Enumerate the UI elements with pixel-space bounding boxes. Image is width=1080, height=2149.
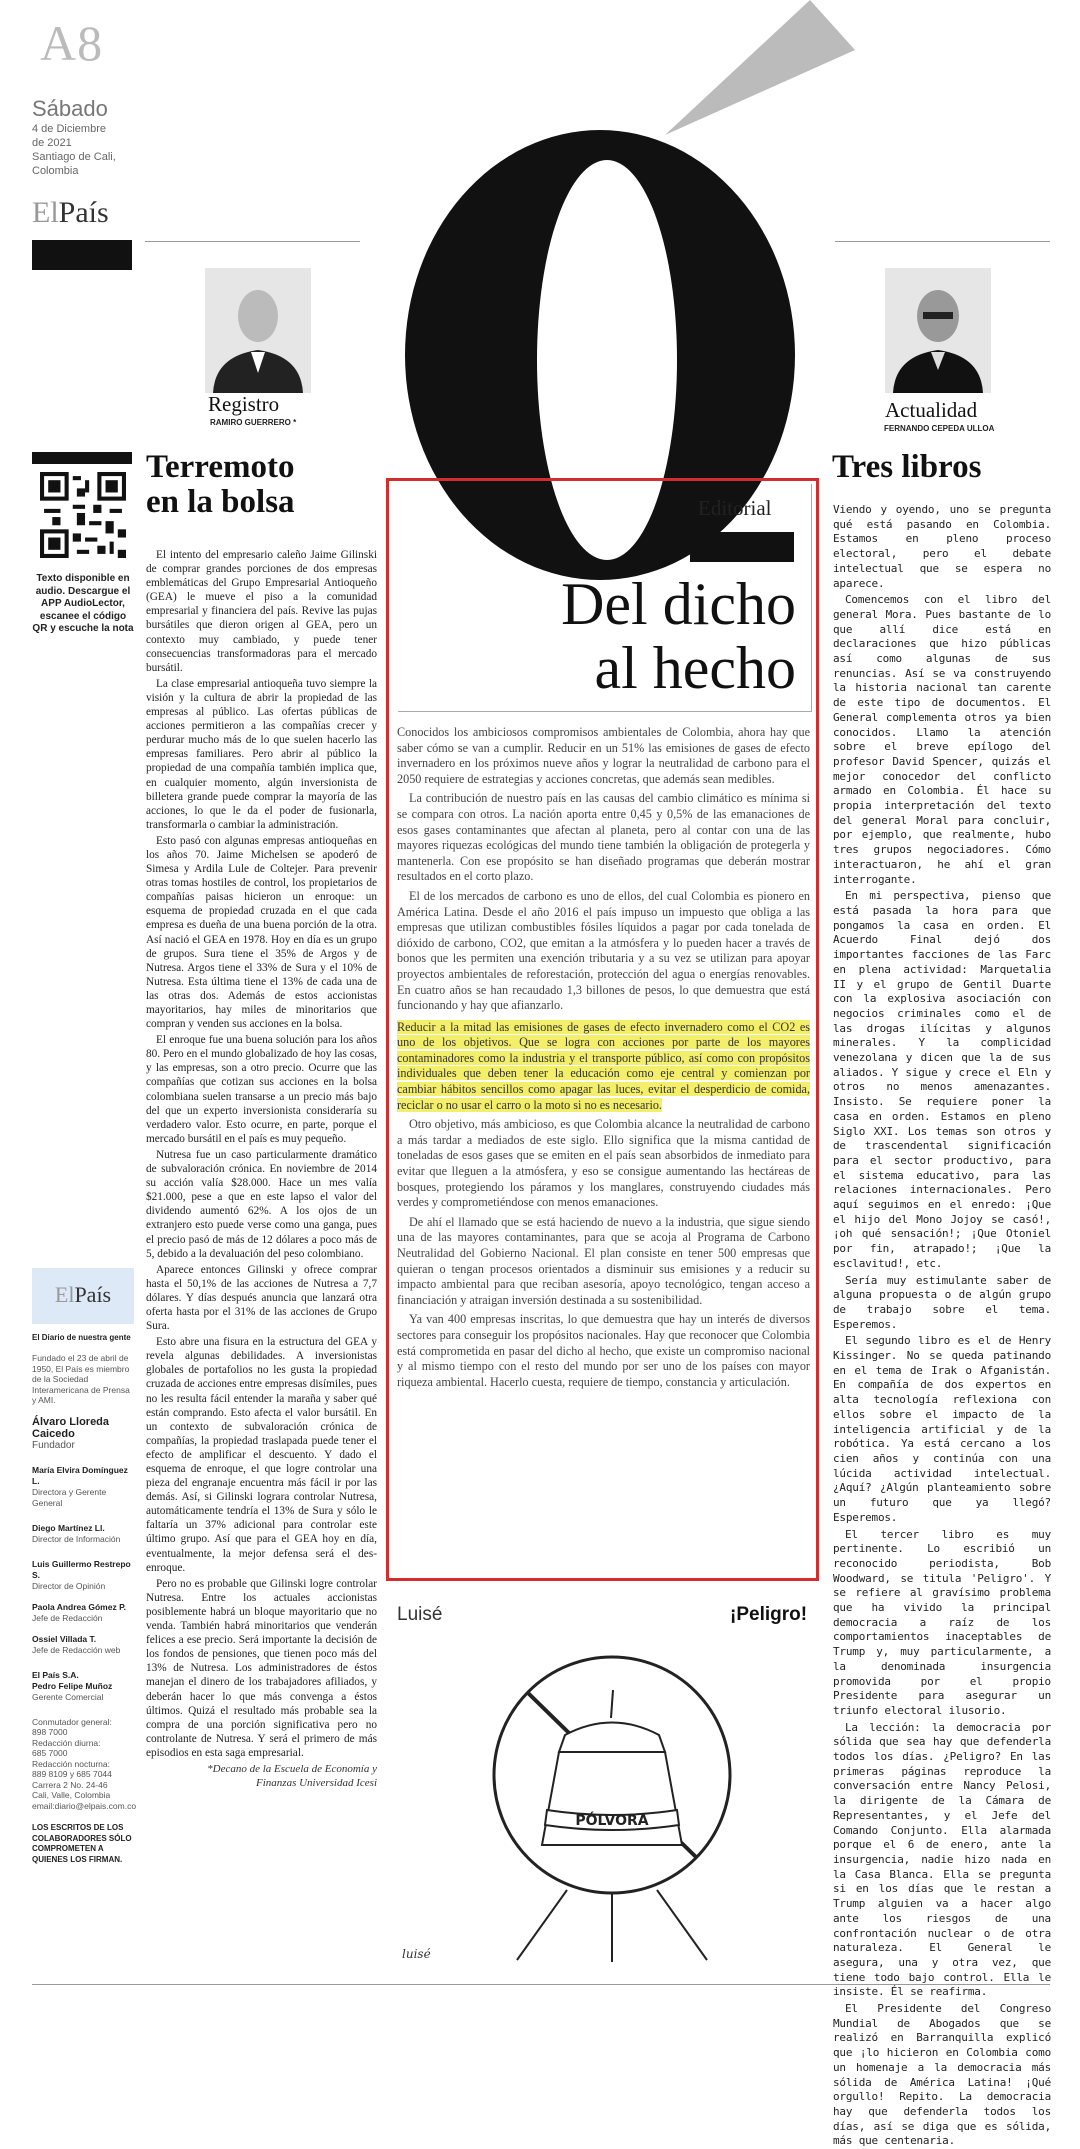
staff-role: Director de Información (32, 1533, 121, 1544)
author-note: *Decano de la Escuela de Economía y Finanzas Universidad Icesi (207, 1762, 377, 1789)
article-title-right: Tres libros (832, 449, 982, 485)
masthead-sidebar (32, 1268, 137, 1865)
paragraph: El enroque fue una buena solución para los años 80. Pero en el mundo globalizado de hoy las cosas, y las empresas, son a otro precio. Ocurre que las compañías que cotizan sus acciones en la bolsa colombiana suelen transarse a un precio más bajo del que un experto inversionista consideraría su verdadero valor. Esto ocurre, en parte, porque el mercado bursátil en el país es muy pequeño. (146, 1034, 377, 1145)
place-line: Santiago de Cali, (32, 151, 116, 163)
founder-name: Álvaro Lloreda Caicedo (32, 1415, 110, 1440)
staff-name: Paola Andrea Gómez P. (32, 1601, 127, 1612)
section-letter-o (355, 0, 875, 560)
paragraph: Aparece entonces Gilinski y ofrece comprar hasta el 50,1% de las acciones de Nutresa a 7,7 dólares. Y días después anuncia que lanzará otra oferta hasta por el 31% de las acciones de Grupo Sura. (146, 1263, 377, 1333)
paragraph: Esto pasó con algunas empresas antioqueñas en los años 70. Jaime Michelsen se apoderó de Simesa y Ardila Lule de Coltejer. Para prevenir otras tomas hostiles de control, los propietarios de compañías paisas hicieron un enroque: un esquema de propiedad cruzada en el que cada empresa es dueña de una buena porción de la otra. Así nació el GEA en 1978. Hoy en día es un grupo de grupos. Sura tiene el 35% de Argos y de Nutresa. Argos tiene el 33% de Sura y el 10% de Nutresa. Esta última tiene el 13% de cada una de las otras dos. Además de estos accionistas mayoritarios, hay miles de minoritarios que compran y venden sus acciones en la bolsa. (146, 834, 377, 1031)
accent-mark (665, 0, 855, 135)
cartoon-signature: luisé (402, 1947, 431, 1961)
qr-caption: Texto disponible en audio. Descargue el APP AudioLector, escanee el código QR y escuche la nota (32, 573, 134, 635)
date-block (32, 96, 142, 178)
contact-line: 889 8109 y 685 7044 (32, 1769, 112, 1779)
page-number: A8 (40, 15, 104, 71)
paragraph: En mi perspectiva, pienso que está pasada la hora para que pongamos la casa en orden. El Acuerdo Final dejó dos importantes facciones de las Farc en plena actividad: Marquetalia II y el grupo de Gentil Duarte con la explosiva asociación con negocios criminales como el de las drogas ilícitas y algunos minerales. Y la complicidad venezolana y dicen que la de sus aliados. Y sigue y crece el Eln y otros no menos amenazantes. Insisto. Se requiere poner la casa en orden. Estamos en pleno Siglo XXI. Los temas son otros y de trascendental significación para el sector productivo, para el sistema educativo, para las relaciones internacionales. Pero aquí seguimos en el enredo: ¡Que el hijo del Mono Jojoy se casó!, ¡oh qué sensación!; ¡Que Otoniel por fin, atrapado!; ¡Que la esclavitud!, etc. (833, 889, 1051, 1270)
place-line: Colombia (32, 165, 79, 177)
staff-role: Jefe de Redacción web (32, 1644, 121, 1655)
contact-line: Conmutador general: (32, 1716, 112, 1727)
qr-code[interactable] (40, 472, 126, 558)
paragraph: Ya van 400 empresas inscritas, lo que demuestra que hay un interés de diversos sectores para conseguir los propósitos nacionales. Hay que reconocer que Colombia está comprometida en pasar del dicho al hecho, que existe un compromiso nacional y al mismo tiempo con el resto del mundo por ser uno de los países con mayor riqueza ambiental. Hacerlo cuesta, requiere de tiempo, constancia y articulación. (397, 1312, 810, 1389)
staff-name: Luis Guillermo Restrepo S. (32, 1558, 131, 1580)
sidebar-logo-box (32, 1268, 134, 1324)
columnist-photo-right (885, 268, 991, 393)
paragraph: El Presidente del Congreso Mundial de Abogados que se realizó en Barranquilla explicó que ¡lo hicieron en Colombia como un homenaje a la democracia más sólida de América Latina! ¡Qué orgullo! Repito. La democracia hay que defenderla todos los días, así se diga que es sólida, más que centenaria. (833, 2002, 1051, 2148)
columnist-name-left: RAMIRO GUERRERO * (210, 418, 297, 427)
contact-email[interactable]: email:diario@elpais.com.co (32, 1800, 137, 1811)
highlighted-paragraph: Reducir a la mitad las emisiones de gases de efecto invernadero como el CO2 es uno de los objetivos. Que se logra con acciones por parte de los mayores contaminadores como la industria y el transporte público, así como con propósitos individuales que deben tener la educación como eje central y comienzan por cambiar hábitos sencillos como apagar las luces, evitar el desperdicio de comida, reciclar o no usar el carro o la moto si no es necesario. (397, 1019, 810, 1112)
paragraph: Viendo y oyendo, uno se pregunta qué está pasando en Colombia. Estamos en pleno proceso electoral, pero el debate intelectual que se espera no aparece. (833, 503, 1051, 590)
editorial-black-bar (690, 532, 794, 562)
paragraph: La lección: la democracia por sólida que sea hay que defenderla todos los días. ¿Peligro? En las primeras páginas reproduce la conversación entre Nancy Pelosi, la dirigente de la Cámara de Representantes, y el Jefe del Comando Conjunto. Ella alarmada porque el 6 de enero, ante la insurgencia, nadie hizo nada en la Casa Blanca. Ella se pregunta si en los días que le restan a Trump alguien va a hacer algo ante los riesgos de una confrontación nuclear o de otra naturaleza. El General le asegura, una y otra vez, que tiene todo bajo control. Ella le insiste. Él se reafirma. (833, 1720, 1051, 1999)
contact-line: Redacción diurna: (32, 1737, 101, 1748)
article-body-left (146, 548, 377, 1790)
date-line: de 2021 (32, 137, 72, 149)
el-pais-logo: ElPaís (32, 196, 109, 229)
column-name-right: Actualidad (885, 398, 978, 422)
company-name: El País S.A. (32, 1669, 79, 1680)
columnist-name-right: FERNANDO CEPEDA ULLOA (884, 424, 995, 433)
qr-top-bar (32, 452, 132, 464)
cartoon-image (397, 1640, 817, 1970)
columnist-photo-left (205, 268, 311, 393)
article-title-left: Terremoto en la bolsa (146, 449, 295, 520)
contact-line: 898 7000 (32, 1727, 68, 1737)
paragraph: La contribución de nuestro país en las causas del cambio climático es mínima si se compara con otros. La nación aporta entre 0,45 y 0,5% de las emanaciones de esos gases contaminantes que afectan al planeta, pero al contar con una de las mayores riquezas ecológicas del mundo tiene también la obligación de protegerla y mantenerla. Con ese propósito se han diseñado programas que deberán mostrar resultados en el corto plazo. (397, 791, 810, 884)
staff-role: Director de Opinión (32, 1580, 106, 1591)
paragraph: Sería muy estimulante saber de alguna propuesta o de algún grupo de trabajo sobre el tema. Esperemos. (833, 1273, 1051, 1331)
masthead-black-bar (32, 240, 132, 270)
editorial-title: Del dicho al hecho (561, 571, 796, 701)
paragraph: Pero no es probable que Gilinski logre controlar Nutresa. Entre los actuales accionistas posiblemente habrá un bloque mayoritario que no venda. También habrá minoritarios que venderán felices a ese precio. Será importante la decisión de los fondos de pensiones, que tienen poco más del 13% de Nutresa. Los administradores de éstos manejan el dinero de los trabajadores afiliados, y deberán hacer lo que más convenga a éstos últimos. Quizá el resultado más probable sea la compra de una porción significativa pero no controlante de Nutresa. Y será el primero de más episodios en esta saga empresarial. (146, 1577, 377, 1759)
contact-line: Carrera 2 No. 24-46 (32, 1779, 108, 1790)
sidebar-logo: ElPaís (54, 1282, 112, 1307)
column-name-left: Registro (208, 392, 280, 416)
paragraph: Otro objetivo, más ambicioso, es que Colombia alcance la neutralidad de carbono a más tardar a mediados de este siglo. Ello significa que la misma cantidad de toneladas de esos gases que se emiten en el país sean absorbidos de inmediato para evitar que lleguen a la atmósfera, y eso se consigue aumentando las hectáreas de bosques, protegiendo los páramos y los manglares, construyendo ciudades más verdes y comprometiéndose con menos emanaciones. (397, 1117, 810, 1210)
editorial-body (397, 725, 810, 1390)
manager-name: Pedro Felipe Muñoz (32, 1680, 113, 1691)
paragraph: El intento del empresario caleño Jaime Gilinski de comprar grandes porciones de dos empresas emblemáticas del Grupo Empresarial Antioqueño (GEA) le mueve el piso a la comunidad empresarial y financiera del país. Revive las pujas bursátiles que dieron origen al GEA, pero un contexto muy cambiado, y puede tener consecuencias transformadoras para el mercado bursátil. (146, 549, 377, 674)
article-body-right (833, 503, 1051, 2149)
weekday: Sábado (32, 96, 108, 121)
staff-name: Diego Martínez Ll. (32, 1522, 105, 1533)
staff-role: Directora y Gerente General (32, 1486, 107, 1508)
tagline: El Diario de nuestra gente (32, 1333, 131, 1342)
cartoon-title: ¡Peligro! (730, 1604, 808, 1625)
paragraph: Comencemos con el libro del general Mora. Pues bastante de lo que allí dice está en declaraciones que hizo públicas así como algunas de sus renuncias. Así se va construyendo la historia nacional tan carente de este tipo de documentos. El General complementa otros ya bien conocidos. Llamo la atención sobre el breve epílogo del profesor David Spencer, quizás el mejor conocedor del conflicto armado en Colombia. Él hace su propia interpretación del texto del general Moral para concluir, por ejemplo, que realmente, hubo tres grupos negociadores. Cómo interactuaron, he ahí el gran interrogante. (833, 593, 1051, 886)
staff-role: Jefe de Redacción (32, 1612, 103, 1623)
contact-line: Cali, Valle, Colombia (32, 1790, 111, 1800)
paragraph: El tercer libro es muy pertinente. Lo escribió un reconocido periodista, Bob Woodward, se titula 'Peligro'. Y se refiere al gravísimo problema que ha vivido la principal democracia a raíz de los comportamientos inaceptables de Trump y, muy particularmente, a la denominada insurgencia promovida por el propio Presidente para asegurar un triunfo electoral ilusorio. (833, 1527, 1051, 1717)
contact-line: 685 7000 (32, 1748, 68, 1758)
date-line: 4 de Diciembre (32, 123, 106, 135)
paragraph: El de los mercados de carbono es uno de ellos, del cual Colombia es pionero en América Latina. Desde el año 2016 el país impuso un impuesto que obliga a las empresas que utilizan combustibles fósiles líquidos a pagar por cada tonelada de dióxido de carbono, CO2, que emitan a la atmósfera y lo pueden hacer a través de bonos que les permiten una exención tributaria y a su vez se utilizan para apoyar proyectos ambientales de reforestación, protección del agua o energías renovables. En cuatro años se han recaudado 1,3 billones de pesos, lo que demuestra que está funcionando y hay que afianzarlo. (397, 888, 810, 1013)
staff-name: María Elvira Domínguez L. (32, 1464, 128, 1486)
founded-note: Fundado el 23 de abril de 1950, El País es miembro de la Sociedad Interamericana de Prensa y AMI. (32, 1353, 130, 1405)
founder-role: Fundador (32, 1439, 75, 1451)
disclaimer: LOS ESCRITOS DE LOS COLABORADORES SÓLO COMPROMETEN A QUIENES LOS FIRMAN. (32, 1823, 132, 1864)
paragraph: Esto abre una fisura en la estructura del GEA y revela algunas debilidades. A inversionistas globales de portafolios no les gusta la propiedad cruzada de acciones entre empresas disímiles, pues no les resulta fácil entender la maraña y saber qué están comprando. Esto afecta el valor bursátil. En un contexto de subvaloración crónica de compañías, la propiedad traslapada puede tener el efecto de amplificar el descuento. Y dado el esquema de enroque, el que logre controlar una pieza del engranaje encuentra más fácil ir por las demás. Así, si Gilinski lograra controlar Nutresa, automáticamente tendría el 13% de Sura y sólo le faltaría un 37% adicional para controlar este último grupo. Así que para el GEA hoy en día, eventualmente, la mejor defensa será el des-enroque. (146, 1336, 377, 1574)
contact-list (32, 1716, 137, 1812)
divider (145, 241, 360, 242)
paragraph: Conocidos los ambiciosos compromisos ambientales de Colombia, ahora hay que saber cómo se van a cumplir. Reducir en un 51% las emisiones de gases de efecto invernadero en los próximos nueve años y lograr la neutralidad de carbono para el 2050 requiere de estrategias y acciones concretas, que además sean medibles. (397, 725, 810, 786)
editorial-label: Editorial (698, 496, 772, 520)
divider (835, 241, 1050, 242)
paragraph: De ahí el llamado que se está haciendo de nuevo a la industria, que sigue siendo una de las mayores contaminantes, para que se acoja al Programa de Carbono Neutralidad del Gobierno Nacional. El plan consiste en tener 500 empresas que quieran o tengan procesos orientados a disminuir sus emisiones y a reducir su impacto ambiental para que reciban asesoría, apoyo tecnológico, tengan acceso a financiación y atraigan inversión destinada a su sostenibilidad. (397, 1214, 810, 1307)
paragraph: El segundo libro es el de Henry Kissinger. No se queda patinando en el tema de Irak o Afganistán. En compañía de dos expertos en alta tecnología reflexiona con ellos sobre el impacto de la inteligencia artificial y de la robótica. Ya está cercano a los cien años y continúa con una lúcida actividad intelectual. ¿Aquí? ¿Algún planteamiento sobre un futuro que ya llegó? Esperemos. (833, 1334, 1051, 1524)
bottom-rule (32, 1984, 1050, 1985)
staff-name: Ossiel Villada T. (32, 1633, 97, 1644)
paragraph: La clase empresarial antioqueña tuvo siempre la visión y la cultura de abrir la propiedad de las empresas al público. Las ofertas públicas de acciones permitieron a las compañías crecer y perdurar mucho más de lo que suelen hacerlo las empresas familiares. Pero abrir al público la propiedad de una compañía también implica que, en cualquier momento, algún inversionista de billetera grande puede comprar la mayoría de las acciones, lo que le da el poder de fusionarla, transformarla o cambiar la administración. (146, 677, 377, 831)
cartoon-author: Luisé (397, 1604, 443, 1625)
manager-role: Gerente Comercial (32, 1691, 104, 1702)
contact-line: Redacción nocturna: (32, 1758, 110, 1769)
cartoon-label: PÓLVORA (575, 1813, 649, 1829)
paragraph: Nutresa fue un caso particularmente dramático de subvaloración crónica. En noviembre de 2014 su acción valía $28.000. Hace un mes valía $21.000, pese a que en este lapso el valor del dividendo aumentó 62%. A los ojos de un extranjero esto puede verse como una ganga, pues el precio pasó de más de 12 dólares a poco más de 5, debido a la devaluación del peso colombiano. (146, 1148, 377, 1260)
